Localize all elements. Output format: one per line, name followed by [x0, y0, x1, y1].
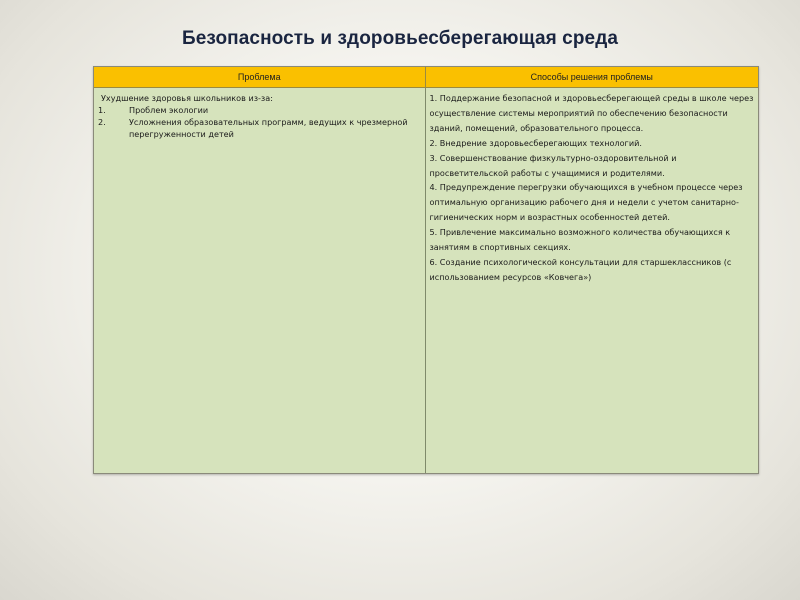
header-problem: Проблема [94, 67, 425, 88]
solutions-cell [425, 88, 758, 474]
solution-item: 4. Предупреждение перегрузки обучающихся в учебном процессе через оптимальную организацию рабочего дня и недели с учетом санитарно-гигиенических норм и возрастных особенностей детей. [429, 182, 743, 223]
header-solutions: Способы решения проблемы [425, 67, 758, 88]
solution-item: 2. Внедрение здоровьесберегающих технологий. [429, 137, 642, 148]
problem-cell [94, 88, 425, 474]
list-item [98, 104, 421, 116]
table-header-row [94, 67, 758, 88]
solution-item: 6. Создание психологической консультации для старшеклассников (с использованием ресурсов «Ковчега») [429, 256, 732, 282]
slide-title: Безопасность и здоровьесберегающая среда [181, 28, 619, 49]
problem-list [98, 104, 421, 140]
list-item-text: Проблем экологии [129, 105, 209, 115]
problem-intro: Ухудшение здоровья школьников из-за: [101, 93, 273, 103]
list-item-number: 1. [98, 105, 106, 115]
solution-item: 1. Поддержание безопасной и здоровьесберегающей среды в школе через осуществление системы мероприятий по обеспечению безопасности зданий, помещений, образовательного процесса. [429, 93, 754, 133]
solution-item: 3. Совершенствование физкультурно-оздоровительной и просветительской работы с учащимися и родителями. [429, 152, 677, 178]
list-item-number: 2. [98, 117, 106, 127]
solution-item: 5. Привлечение максимально возможного количества обучающихся к занятиям в спортивных секциях. [429, 227, 731, 253]
list-item [98, 116, 421, 140]
list-item-text: Усложнения образовательных программ, ведущих к чрезмерной перегруженности детей [129, 117, 408, 139]
problems-solutions-table [93, 66, 759, 474]
table-row [94, 88, 758, 474]
